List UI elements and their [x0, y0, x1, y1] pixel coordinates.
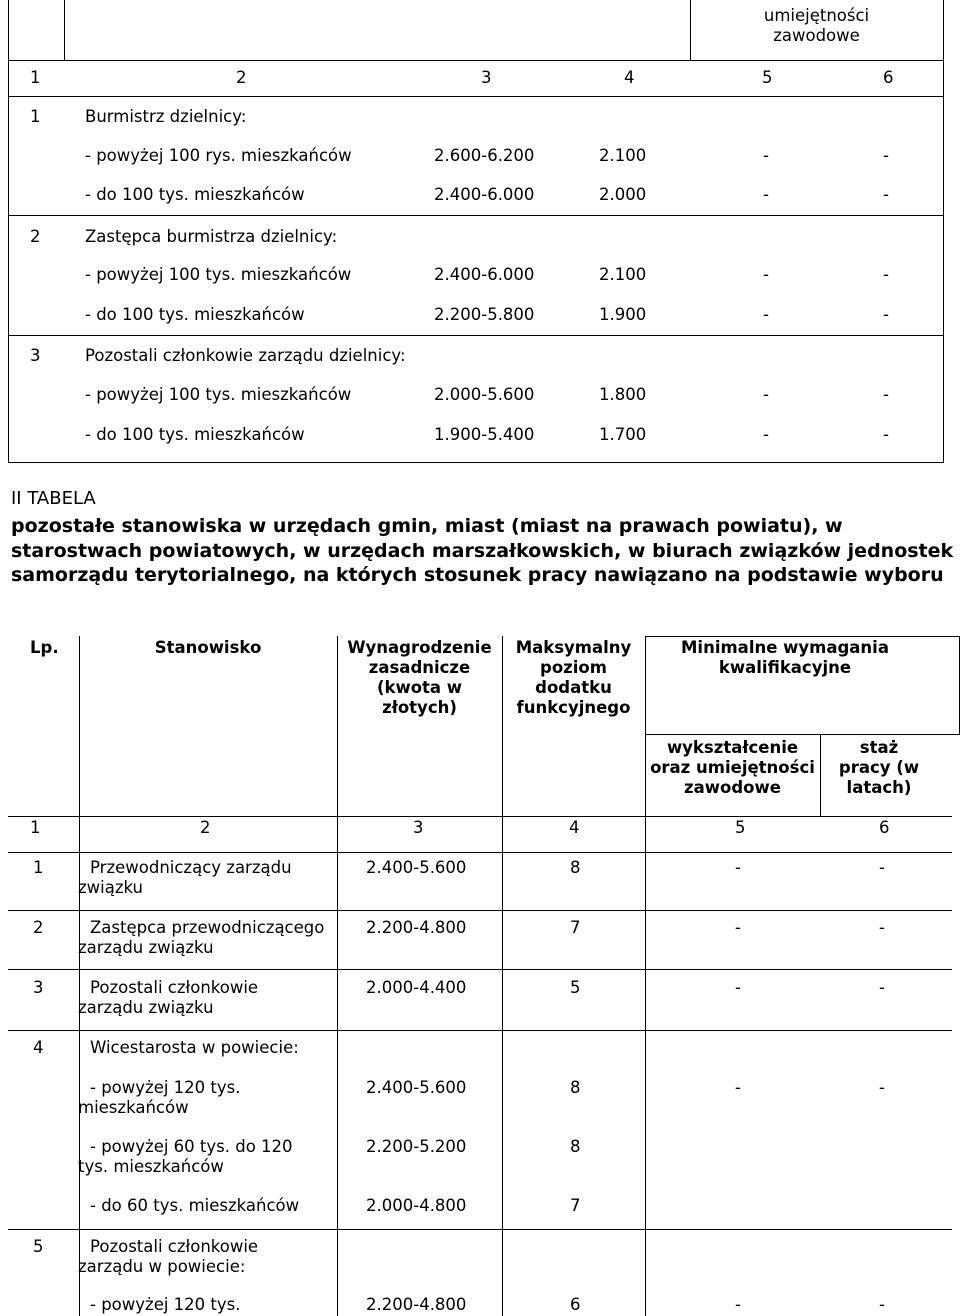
row-lp: 1: [30, 107, 41, 126]
header-lp: Lp.: [30, 638, 59, 657]
row-salary: 1.900-5.400: [434, 425, 535, 444]
row-lp: 3: [33, 978, 44, 997]
row-exp: -: [879, 858, 885, 877]
header-staz-2: pracy (w: [838, 758, 920, 777]
header-wynagrodzenie-3: (kwota w: [376, 678, 463, 697]
row-name-line1: Pozostali członkowie: [90, 1237, 259, 1256]
header-dodatek-4: funkcyjnego: [516, 698, 631, 717]
row-lp: 1: [33, 858, 44, 877]
header-wynagrodzenie-1: Wynagrodzenie: [347, 638, 492, 657]
row-salary: 2.600-6.200: [434, 146, 535, 165]
row-exp: -: [883, 425, 889, 444]
header-edu-line2: zawodowe: [773, 26, 860, 45]
row-edu: -: [763, 146, 769, 165]
row-exp: -: [879, 918, 885, 937]
header-wyksztalcenie-2: oraz umiejętności: [650, 758, 815, 777]
row-bonus: 2.100: [599, 265, 647, 284]
row-name-line2: tys. mieszkańców: [78, 1157, 224, 1176]
header-stanowisko: Stanowisko: [154, 638, 262, 657]
row-salary: 2.200-4.800: [366, 918, 467, 937]
row-edu: -: [763, 305, 769, 324]
row-bonus: 1.900: [599, 305, 647, 324]
col-number: 3: [413, 818, 424, 837]
section-label: II TABELA: [11, 488, 96, 509]
row-name: - powyżej 100 rys. mieszkańców: [85, 146, 352, 165]
row-exp: -: [883, 385, 889, 404]
row-edu: -: [735, 978, 741, 997]
row-name-line1: - powyżej 120 tys.: [90, 1078, 241, 1097]
row-edu: -: [763, 265, 769, 284]
row-bonus: 8: [570, 858, 581, 877]
header-wyksztalcenie-1: wykształcenie: [666, 738, 799, 757]
header-wynagrodzenie-4: złotych): [382, 698, 457, 717]
col-number: 1: [30, 68, 41, 87]
row-exp: -: [883, 305, 889, 324]
row-edu: -: [735, 1078, 741, 1097]
row-salary: 2.400-6.000: [434, 185, 535, 204]
row-name-line1: - do 60 tys. mieszkańców: [90, 1196, 300, 1215]
col-number: 4: [624, 68, 635, 87]
row-edu: -: [735, 1295, 741, 1314]
row-edu: -: [763, 185, 769, 204]
row-name: Pozostali członkowie zarządu dzielnicy:: [85, 346, 406, 365]
row-exp: -: [879, 1295, 885, 1314]
row-bonus: 1.800: [599, 385, 647, 404]
row-exp: -: [879, 978, 885, 997]
section-title: pozostałe stanowiska w urzędach gmin, miast (miast na prawach powiatu), w starostwach powiatowych, w urzędach marszałkowskich, w biurach związków jednostek samorządu terytorialnego, na których stosunek pracy nawiązano na podstawie wyboru: [11, 515, 954, 586]
header-dodatek-1: Maksymalny: [515, 638, 632, 657]
row-name: - powyżej 100 tys. mieszkańców: [85, 385, 352, 404]
header-wyksztalcenie-3: zawodowe: [684, 778, 781, 797]
row-salary: 2.200-5.200: [366, 1137, 467, 1156]
col-number: 6: [883, 68, 894, 87]
row-lp: 2: [30, 227, 41, 246]
row-edu: -: [763, 385, 769, 404]
row-bonus: 7: [570, 918, 581, 937]
row-name-line1: Przewodniczący zarządu: [90, 858, 292, 877]
row-bonus: 8: [570, 1078, 581, 1097]
header-staz-1: staż: [859, 738, 899, 757]
row-name-line2: zarządu związku: [78, 998, 214, 1017]
row-name-line1: - powyżej 60 tys. do 120: [90, 1137, 293, 1156]
row-name: Burmistrz dzielnicy:: [85, 107, 247, 126]
row-bonus: 6: [570, 1295, 581, 1314]
row-name-line1: Wicestarosta w powiecie:: [90, 1038, 299, 1057]
row-edu: -: [763, 425, 769, 444]
row-salary: 2.200-5.800: [434, 305, 535, 324]
row-bonus: 8: [570, 1137, 581, 1156]
header-staz-3: latach): [846, 778, 912, 797]
row-bonus: 2.000: [599, 185, 647, 204]
col-number: 4: [569, 818, 580, 837]
row-edu: -: [735, 858, 741, 877]
row-bonus: 2.100: [599, 146, 647, 165]
row-exp: -: [883, 146, 889, 165]
row-exp: -: [879, 1078, 885, 1097]
row-exp: -: [883, 185, 889, 204]
row-lp: 4: [33, 1038, 44, 1057]
row-exp: -: [883, 265, 889, 284]
row-salary: 2.400-6.000: [434, 265, 535, 284]
row-salary: 2.400-5.600: [366, 858, 467, 877]
row-edu: -: [735, 918, 741, 937]
header-wymagania-2: kwalifikacyjne: [718, 658, 852, 677]
col-number: 3: [481, 68, 492, 87]
col-number: 1: [30, 818, 41, 837]
row-name-line1: - powyżej 120 tys.: [90, 1295, 241, 1314]
row-bonus: 7: [570, 1196, 581, 1215]
row-salary: 2.200-4.800: [366, 1295, 467, 1314]
row-name-line2: zarządu związku: [78, 938, 214, 957]
row-name-line2: mieszkańców: [78, 1098, 189, 1117]
col-number: 5: [735, 818, 746, 837]
row-salary: 2.000-5.600: [434, 385, 535, 404]
col-number: 2: [200, 818, 211, 837]
row-salary: 2.000-4.400: [366, 978, 467, 997]
header-edu-line1: umiejętności: [763, 6, 870, 25]
header-dodatek-3: dodatku: [535, 678, 612, 697]
col-number: 5: [762, 68, 773, 87]
col-number: 6: [879, 818, 890, 837]
row-name: - do 100 tys. mieszkańców: [85, 185, 305, 204]
row-name-line1: Pozostali członkowie: [90, 978, 259, 997]
row-name: - do 100 tys. mieszkańców: [85, 425, 305, 444]
row-bonus: 5: [570, 978, 581, 997]
header-wynagrodzenie-2: zasadnicze: [368, 658, 471, 677]
row-name-line2: zarządu w powiecie:: [78, 1257, 246, 1276]
row-lp: 3: [30, 346, 41, 365]
row-bonus: 1.700: [599, 425, 647, 444]
row-name: - powyżej 100 tys. mieszkańców: [85, 265, 352, 284]
header-wymagania-1: Minimalne wymagania: [681, 638, 889, 657]
row-lp: 2: [33, 918, 44, 937]
col-number: 2: [236, 68, 247, 87]
row-name-line2: związku: [78, 878, 144, 897]
row-lp: 5: [33, 1237, 44, 1256]
row-name: - do 100 tys. mieszkańców: [85, 305, 305, 324]
header-dodatek-2: poziom: [540, 658, 607, 677]
row-salary: 2.000-4.800: [366, 1196, 467, 1215]
row-name: Zastępca burmistrza dzielnicy:: [85, 227, 338, 246]
row-salary: 2.400-5.600: [366, 1078, 467, 1097]
row-name-line1: Zastępca przewodniczącego: [90, 918, 325, 937]
